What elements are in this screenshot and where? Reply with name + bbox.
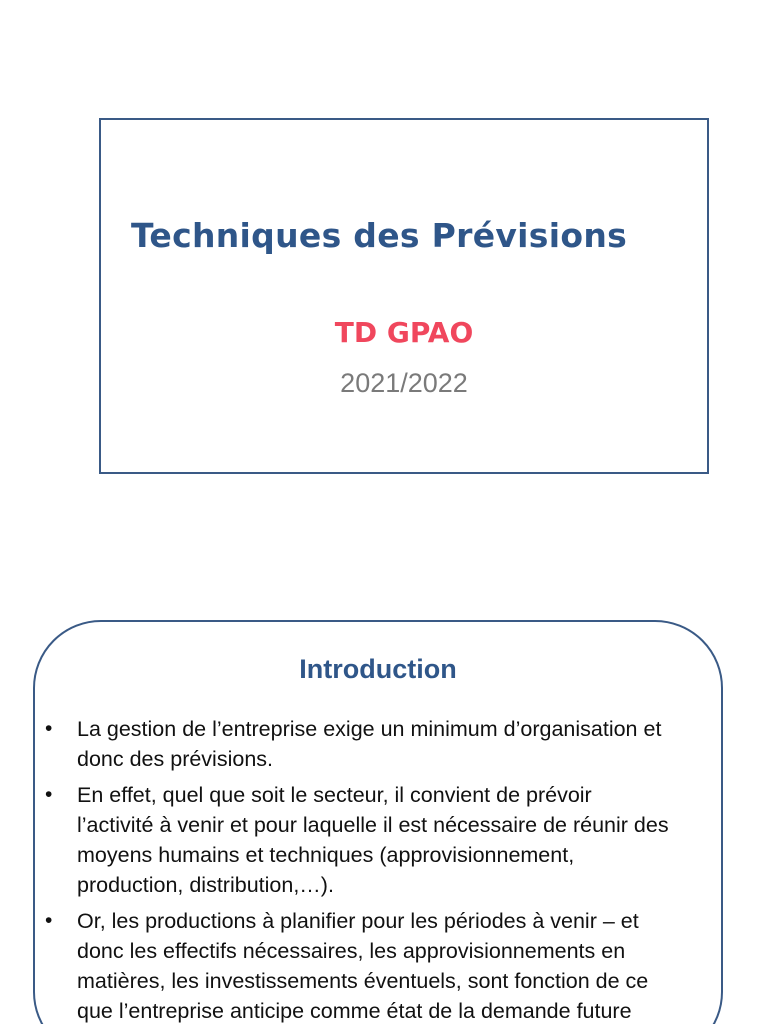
bullet-line: donc les effectifs nécessaires, les approvisionnements en	[77, 939, 626, 963]
bullet-marker: •	[45, 717, 53, 740]
bullet-marker: •	[45, 909, 53, 932]
introduction-heading: Introduction	[299, 654, 457, 684]
bullet-marker: •	[45, 783, 53, 806]
bullet-line: La gestion de l’entreprise exige un minimum d’organisation et	[77, 717, 662, 741]
bullet-item	[43, 906, 723, 1024]
bullet-line: donc des prévisions.	[77, 747, 273, 771]
introduction-slide	[33, 620, 723, 1024]
bullet-list	[43, 714, 723, 1024]
slide-title: Techniques des Prévisions	[131, 216, 628, 255]
slide-subtitle: TD GPAO	[334, 316, 474, 349]
bullet-text	[77, 780, 723, 900]
bullet-line: En effet, quel que soit le secteur, il convient de prévoir	[77, 783, 592, 807]
bullet-text	[77, 906, 723, 1024]
title-slide	[99, 118, 709, 474]
academic-year: 2021/2022	[340, 368, 468, 398]
bullet-line: que l’entreprise anticipe comme état de la demande future	[77, 999, 632, 1023]
bullet-line: production, distribution,…).	[77, 873, 334, 897]
bullet-line: Or, les productions à planifier pour les périodes à venir – et	[77, 909, 639, 933]
bullet-text	[77, 714, 723, 774]
bullet-line: matières, les investissements éventuels, sont fonction de ce	[77, 969, 649, 993]
bullet-line: moyens humains et techniques (approvisionnement,	[77, 843, 575, 867]
bullet-line: l’activité à venir et pour laquelle il est nécessaire de réunir des	[77, 813, 669, 837]
bullet-item	[43, 780, 723, 900]
bullet-item	[43, 714, 723, 774]
